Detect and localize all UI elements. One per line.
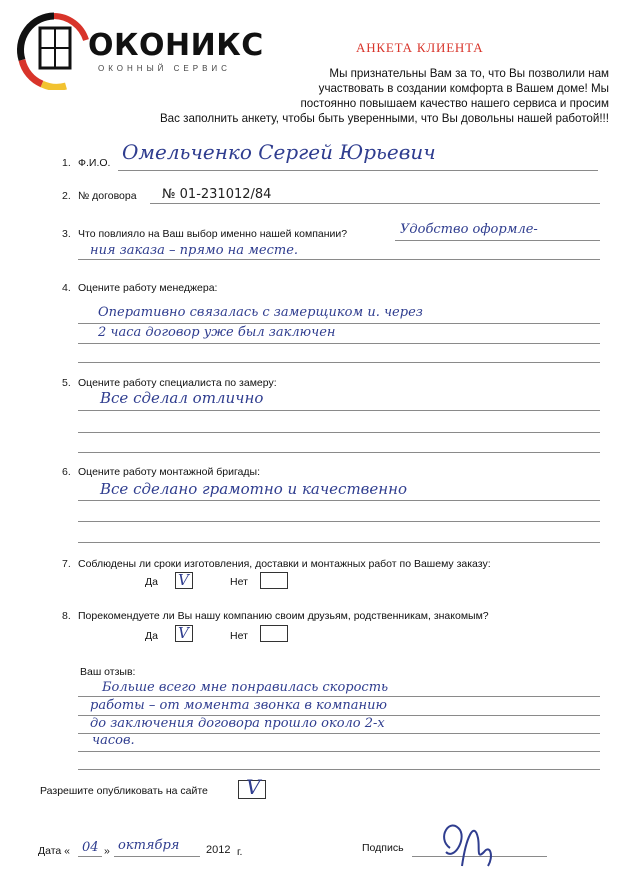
- q3-answer-line2[interactable]: ния заказа – прямо на месте.: [90, 243, 299, 258]
- q1-line: [118, 170, 598, 171]
- q8-yes-label: Да: [145, 630, 158, 642]
- publish-checkbox[interactable]: [238, 775, 266, 799]
- q6-label: Оцените работу монтажной бригады:: [78, 466, 260, 478]
- q1-answer[interactable]: Омельченко Сергей Юрьевич: [122, 140, 436, 164]
- q5-label: Оцените работу специалиста по замеру:: [78, 377, 277, 389]
- brand-tagline: ОКОННЫЙ СЕРВИС: [98, 64, 231, 73]
- q5-answer[interactable]: Все сделал отлично: [100, 389, 264, 407]
- q8-no-label: Нет: [230, 630, 248, 642]
- q4-label: Оцените работу менеджера:: [78, 282, 218, 294]
- intro-line: участвовать в создании комфорта в Вашем доме! Мы: [318, 82, 609, 95]
- publish-label: Разрешите опубликовать на сайте: [40, 785, 208, 797]
- date-day[interactable]: 04: [82, 840, 99, 855]
- review-line-2[interactable]: работы – от момента звонка в компанию: [90, 698, 387, 713]
- q2-answer[interactable]: № 01-231012/84: [162, 187, 272, 202]
- q4-line-3: [78, 362, 600, 363]
- review-rule-1: [78, 696, 600, 697]
- q3-number: 3.: [62, 228, 71, 240]
- date-day-line: [78, 856, 102, 857]
- q8-yes-mark: V: [178, 624, 189, 642]
- q1-label: Ф.И.О.: [78, 157, 111, 169]
- q2-line: [150, 203, 600, 204]
- q4-answer-line1[interactable]: Оперативно связалась с замерщиком и. через: [98, 305, 423, 320]
- q3-line-2: [78, 259, 600, 260]
- q4-answer-line2[interactable]: 2 часа договор уже был заключен: [98, 325, 336, 340]
- q5-number: 5.: [62, 377, 71, 389]
- q6-line-1: [78, 500, 600, 501]
- form-intro: [49, 66, 609, 126]
- q5-line-2: [78, 432, 600, 433]
- review-rule-3: [78, 733, 600, 734]
- date-year-suffix: г.: [237, 846, 243, 858]
- q3-label: Что повлияло на Ваш выбор именно нашей компании?: [78, 228, 348, 240]
- q7-no-label: Нет: [230, 576, 248, 588]
- q7-no-checkbox[interactable]: [260, 572, 288, 589]
- q6-line-3: [78, 542, 600, 543]
- q7-yes-label: Да: [145, 576, 158, 588]
- q7-label: Соблюдены ли сроки изготовления, доставки и монтажных работ по Вашему заказу:: [78, 558, 491, 570]
- date-day-close: »: [104, 845, 110, 857]
- q6-number: 6.: [62, 466, 71, 478]
- intro-line: постоянно повышаем качество нашего сервиса и просим: [300, 97, 609, 110]
- q8-yes-checkbox[interactable]: [175, 625, 193, 642]
- q7-yes-checkbox[interactable]: [175, 572, 193, 589]
- q8-number: 8.: [62, 610, 71, 622]
- q4-line-1: [78, 323, 600, 324]
- review-line-3[interactable]: до заключения договора прошло около 2-х: [90, 716, 385, 731]
- date-month[interactable]: октября: [118, 838, 180, 853]
- q7-number: 7.: [62, 558, 71, 570]
- q3-line: [395, 240, 600, 241]
- q1-number: 1.: [62, 157, 71, 169]
- q3-answer-line1[interactable]: Удобство оформле-: [400, 222, 538, 237]
- signature-label: Подпись: [362, 842, 404, 854]
- review-rule-5: [78, 769, 600, 770]
- q4-line-2: [78, 343, 600, 344]
- q2-label: № договора: [78, 190, 137, 202]
- q8-label: Порекомендуете ли Вы нашу компанию своим друзьям, родственникам, знакомым?: [78, 610, 489, 622]
- review-line-4[interactable]: часов.: [92, 733, 135, 748]
- publish-mark: V: [246, 775, 261, 799]
- review-line-1[interactable]: Больше всего мне понравилась скорость: [102, 680, 389, 695]
- q7-yes-mark: V: [178, 571, 189, 589]
- q4-number: 4.: [62, 282, 71, 294]
- intro-line: Вас заполнить анкету, чтобы быть уверенными, что Вы довольны нашей работой!!!: [159, 112, 609, 125]
- q8-no-checkbox[interactable]: [260, 625, 288, 642]
- date-year[interactable]: 2012: [206, 844, 231, 856]
- date-month-line: [114, 856, 200, 857]
- date-label: Дата «: [38, 845, 71, 857]
- q5-line-1: [78, 410, 600, 411]
- q6-line-2: [78, 521, 600, 522]
- form-title: АНКЕТА КЛИЕНТА: [356, 40, 484, 55]
- review-label: Ваш отзыв:: [80, 666, 136, 678]
- q6-answer[interactable]: Все сделано грамотно и качественно: [100, 480, 408, 498]
- signature-scribble: [432, 808, 502, 878]
- q5-line-3: [78, 452, 600, 453]
- signature[interactable]: [432, 808, 502, 878]
- q2-number: 2.: [62, 190, 71, 202]
- review-rule-4: [78, 751, 600, 752]
- brand-name: ОКОНИКС: [88, 28, 264, 63]
- intro-line: Мы признательны Вам за то, что Вы позволили нам: [329, 67, 609, 80]
